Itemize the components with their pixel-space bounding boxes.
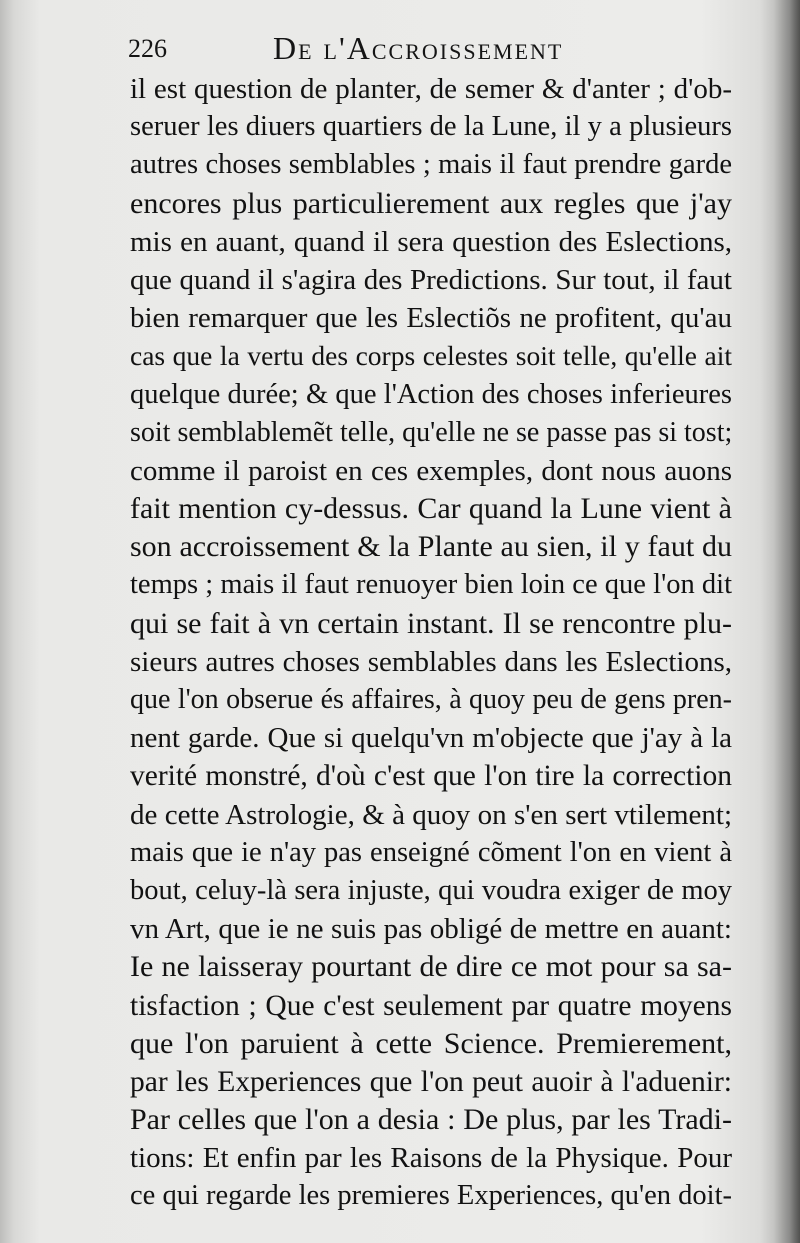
text-line: que quand il s'agira des Predictions. Sur tout, il faut	[130, 263, 732, 296]
text-line: son accroissement & la Plante au sien, il y faut du	[130, 530, 732, 564]
text-line: fait mention cy-dessus. Car quand la Lune vient à	[130, 492, 732, 526]
text-line: sieurs autres choses semblables dans les Eslections,	[130, 645, 732, 678]
text-line: il est question de planter, de semer & d'anter ; d'ob-	[130, 73, 732, 105]
text-line: Par celles que l'on a desia : De plus, par les Tradi-	[130, 1103, 732, 1137]
text-line: Ie ne laisseray pourtant de dire ce mot pour sa sa-	[130, 950, 732, 984]
text-line: quelque durée; & que l'Action des choses inferieures	[130, 378, 732, 410]
body-text	[130, 70, 740, 1216]
running-title: De l'Accroissement	[273, 30, 564, 66]
text-line: seruer les diuers quartiers de la Lune, il y a plusieurs	[130, 111, 732, 143]
page-header	[128, 30, 688, 70]
text-line: soit semblablemẽt telle, qu'elle ne se passe pas si tost;	[130, 416, 733, 448]
text-line: de cette Astrologie, & à quoy on s'en sert vtilement;	[130, 798, 732, 831]
text-line: qui se fait à vn certain instant. Il se rencontre plu-	[130, 606, 732, 640]
text-line: tisfaction ; Que c'est seulement par quatre moyens	[130, 989, 732, 1022]
text-line: cas que la vertu des corps celestes soit telle, qu'elle ait	[130, 340, 732, 372]
text-line: comme il paroist en ces exemples, dont nous auons	[130, 454, 732, 487]
text-line: bout, celuy-là sera injuste, qui voudra exiger de moy	[130, 874, 732, 906]
text-line: verité monstré, d'où c'est que l'on tire la correction	[130, 760, 732, 793]
text-line: tions: Et enfin par les Raisons de la Physique. Pour	[130, 1142, 732, 1175]
text-line: temps ; mais il faut renuoyer bien loin ce que l'on dit	[130, 569, 732, 601]
text-line: mais que ie n'ay pas enseigné cõment l'on en vient à	[130, 836, 732, 868]
page-number: 226	[128, 34, 167, 63]
text-line: que l'on paruient à cette Science. Premierement,	[130, 1026, 732, 1060]
text-line: bien remarquer que les Eslectiõs ne profitent, qu'au	[130, 302, 732, 335]
text-line: par les Experiences que l'on peut auoir à l'aduenir:	[130, 1065, 732, 1098]
text-line: autres choses semblables ; mais il faut prendre garde	[130, 149, 732, 181]
text-line: vn Art, que ie ne suis pas obligé de mettre en auant:	[130, 913, 732, 946]
text-line: mis en auant, quand il sera question des Eslections,	[130, 225, 732, 258]
text-line: ce qui regarde les premieres Experiences, qu'en doit-	[130, 1180, 732, 1212]
text-line: nent garde. Que si quelqu'vn m'objecte que j'ay à la	[130, 722, 732, 755]
page-edge-shadow	[774, 0, 800, 1243]
text-line: que l'on obserue és affaires, à quoy peu de gens pren-	[130, 684, 732, 715]
text-line: encores plus particulierement aux regles que j'ay	[130, 186, 732, 220]
